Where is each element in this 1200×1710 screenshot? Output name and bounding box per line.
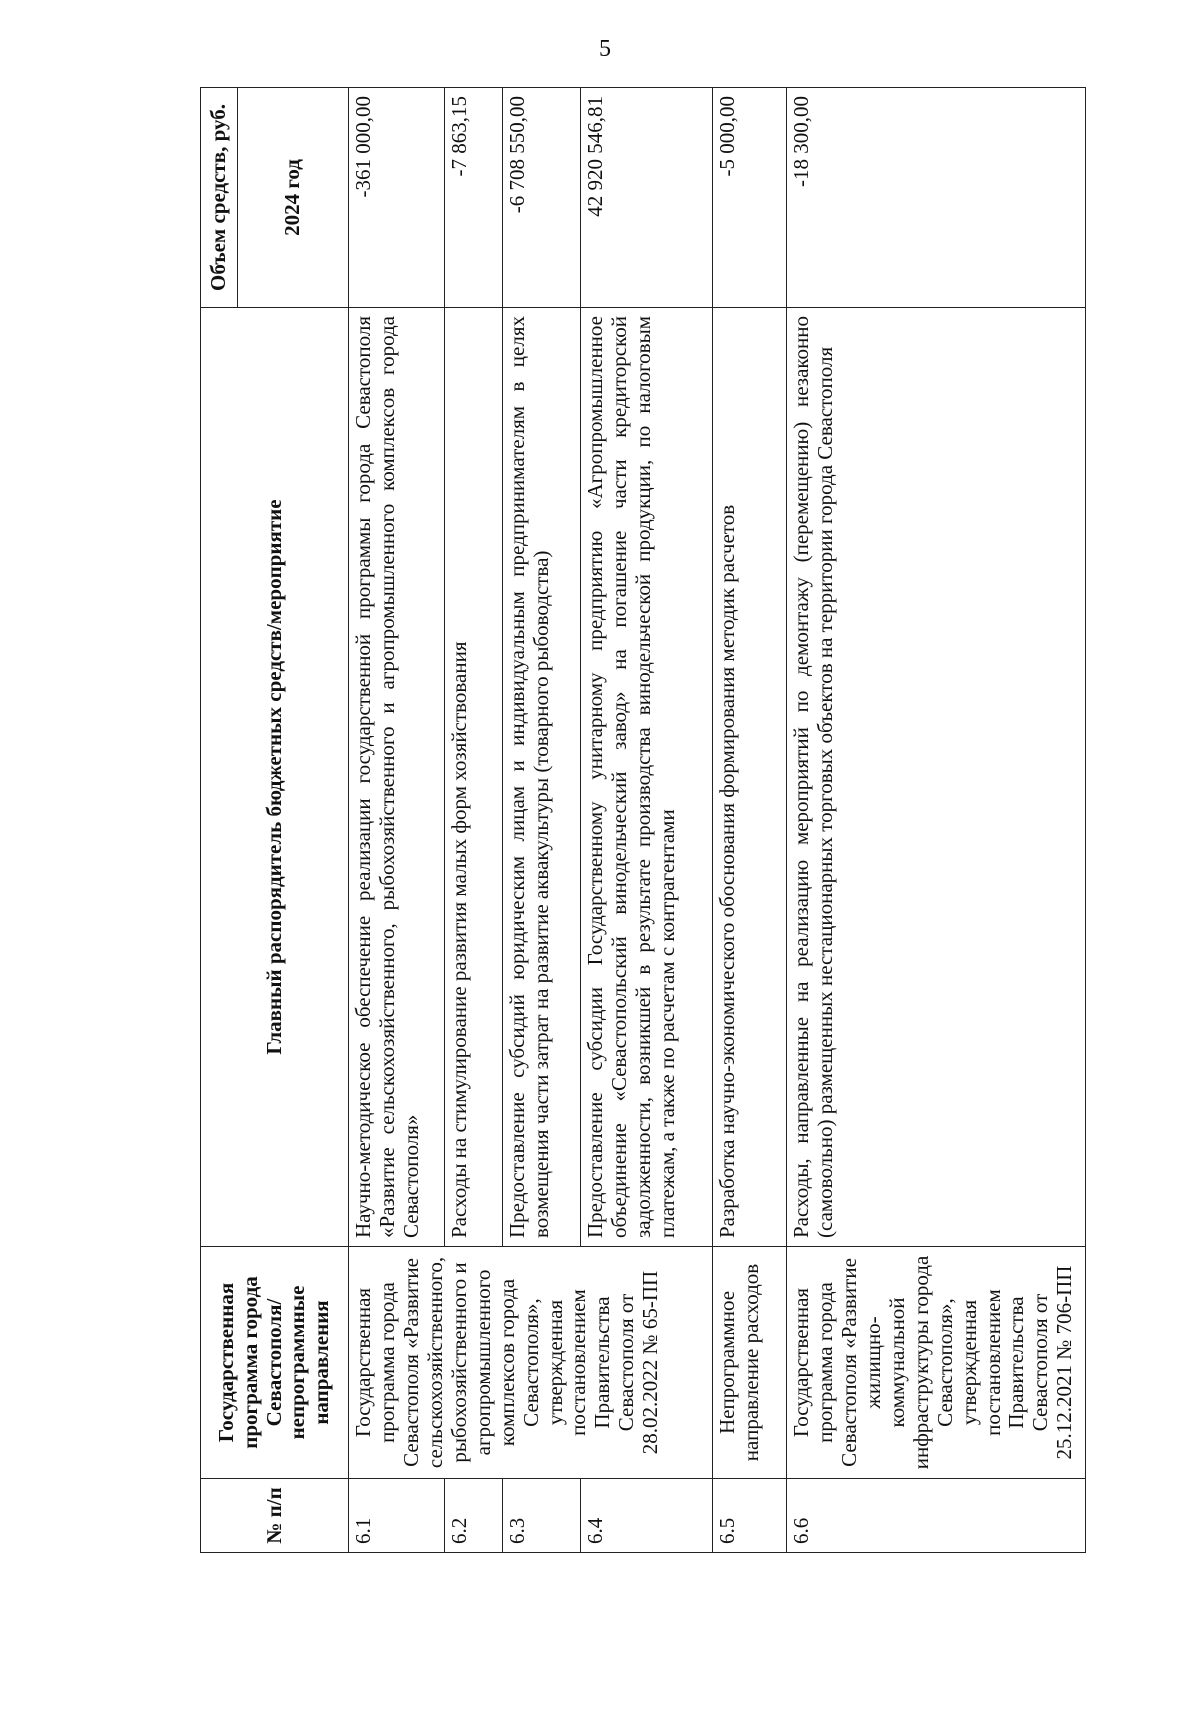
row-description: Разработка научно-экономического обоснования формирования методик расчетов [713,308,787,1247]
header-amount [201,88,349,308]
row-description: Предоставление субсидий юридическим лицам и индивидуальным предпринимателям в целях возмещения части затрат на развитие аквакультуры (товарного рыбоводства) [503,308,581,1247]
header-program: Государственная программа города Севастополя/ непрограммные направления [201,1247,349,1479]
row-amount: -361 000,00 [349,88,445,308]
row-num: 6.2 [445,1479,503,1553]
row-amount: 42 920 546,81 [581,88,713,308]
table-row [787,88,1086,1553]
row-amount: -7 863,15 [445,88,503,308]
header-description: Главный распорядитель бюджетных средств/мероприятие [201,308,349,1247]
row-num: 6.6 [787,1479,1086,1553]
row-program: Государственная программа города Севастополя «Развитие жилищно-коммунальной инфраструктуры города Севастополя», утвержденная постановлением Правительства Севастополя от 25.12.2021 № 706-ПП [787,1247,1086,1479]
row-program: Государственная программа города Севастополя «Развитие сельскохозяйственного, рыбохозяйственного и агропромышленного комплексов города Севастополя», утвержденная постановлением Правительства Севастополя от 28.02.2022 № 65-ПП [349,1247,713,1479]
row-num: 6.3 [503,1479,581,1553]
row-description: Расходы на стимулирование развития малых форм хозяйствования [445,308,503,1247]
table-row [349,88,445,1553]
table-row [713,88,787,1553]
row-num: 6.4 [581,1479,713,1553]
row-num: 6.5 [713,1479,787,1553]
table-header-row [201,88,349,1553]
row-description: Предоставление субсидии Государственному унитарному предприятию «Агропромышленное объединение «Севастопольский винодельческий завод» на погашение части кредиторской задолженности, возникшей в результате производства винодельческой продукции, по налоговым платежам, а также по расчетам с контрагентами [581,308,713,1247]
row-description: Научно-методическое обеспечение реализации государственной программы города Севастополя «Развитие сельскохозяйственного, рыбохозяйственного и агропромышленного комплексов города Севастополя» [349,308,445,1247]
row-amount: -5 000,00 [713,88,787,308]
header-amount-year: 2024 год [280,159,304,236]
row-amount: -18 300,00 [787,88,1086,308]
header-amount-title: Объем средств, руб. [201,88,238,307]
row-amount: -6 708 550,00 [503,88,581,308]
row-program: Непрограммное направление расходов [713,1247,787,1479]
row-num: 6.1 [349,1479,445,1553]
page-number: 5 [599,36,611,62]
row-description: Расходы, направленные на реализацию мероприятий по демонтажу (перемещению) незаконно (самовольно) размещенных нестационарных торговых объектов на территории города Севастополя [787,308,1086,1247]
budget-table [200,87,1086,1553]
rotated-table-container [200,88,1085,1553]
header-num: № п/п [201,1479,349,1553]
